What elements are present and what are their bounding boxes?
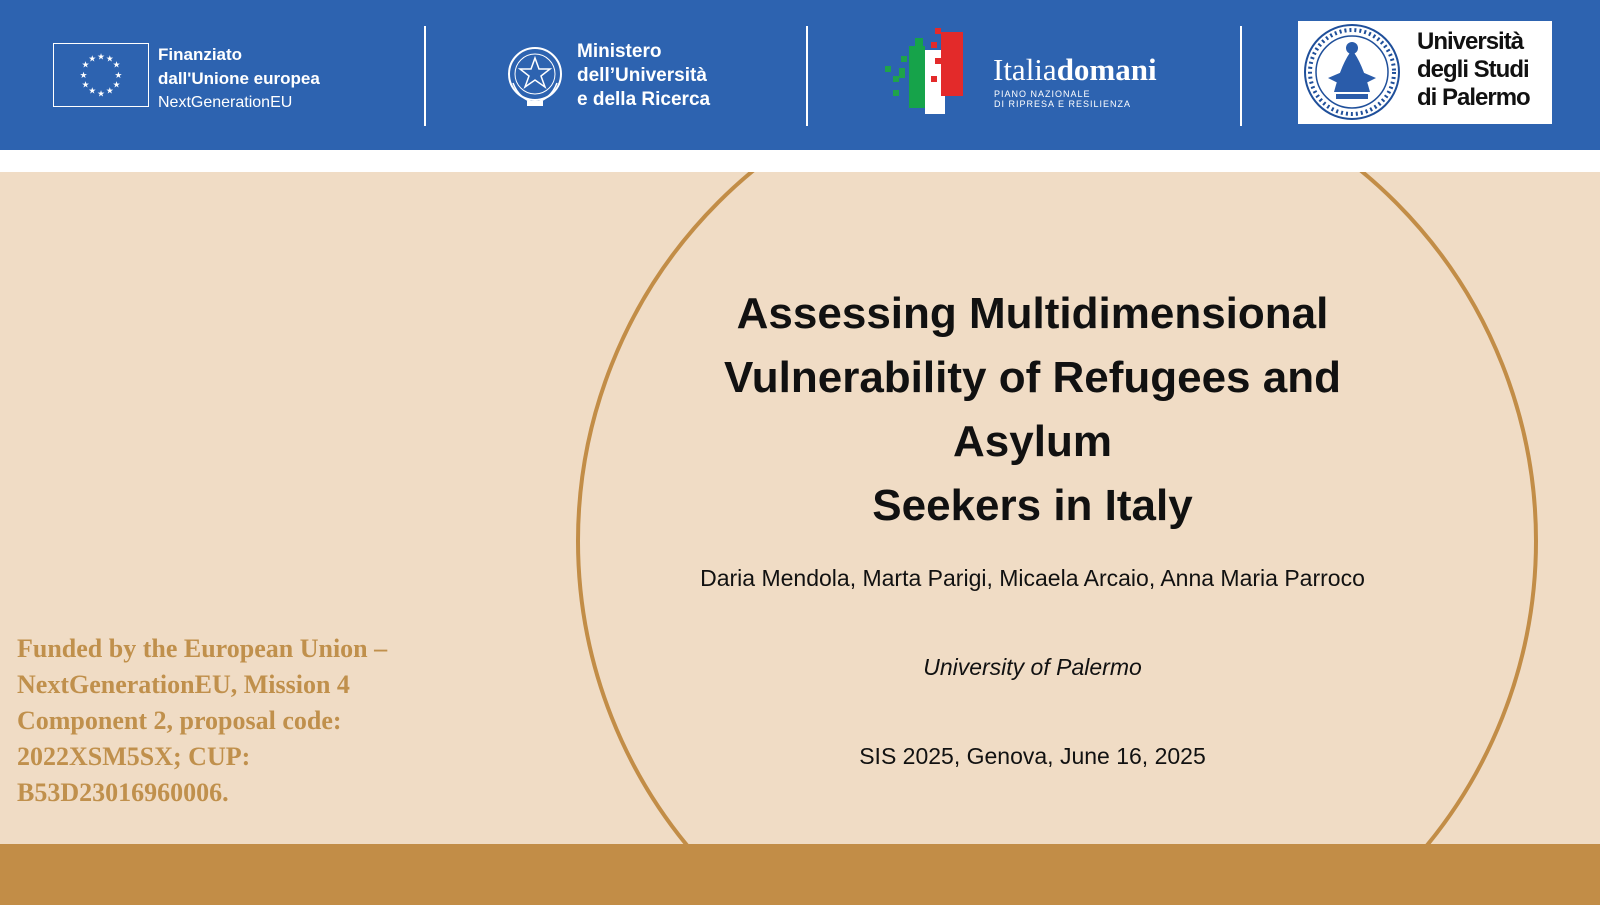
italiadomani-word-bold: domani: [1056, 52, 1157, 87]
svg-text:★: ★: [88, 86, 97, 97]
italiadomani-logo-icon: [885, 28, 985, 114]
unipa-line-3: di Palermo: [1417, 84, 1530, 111]
svg-text:★: ★: [79, 70, 88, 81]
unipa-label: [1417, 28, 1530, 112]
authors: Daria Mendola, Marta Parigi, Micaela Arcaio, Anna Maria Parroco: [700, 565, 1365, 591]
svg-text:★: ★: [112, 60, 121, 71]
funding-line: Component 2, proposal code:: [17, 706, 342, 735]
svg-text:★: ★: [112, 80, 121, 91]
italiadomani-sub-2: DI RIPRESA E RESILIENZA: [994, 99, 1132, 109]
ministry-line-1: Ministero: [577, 41, 662, 62]
eu-line-1: Finanziato: [158, 45, 243, 64]
bottom-band: [0, 844, 1600, 905]
svg-text:★: ★: [97, 52, 105, 63]
funding-line: Funded by the European Union –: [17, 634, 388, 663]
slide-title: [620, 282, 1445, 538]
title-line: Seekers in Italy: [872, 481, 1193, 530]
svg-text:★: ★: [114, 70, 123, 81]
eu-funding-label: [158, 43, 320, 115]
eu-line-3: NextGenerationEU: [158, 94, 293, 111]
italiadomani-subtitle: [994, 89, 1131, 109]
funding-line: 2022XSM5SX; CUP:: [17, 742, 251, 771]
header-divider-strip: [0, 150, 1600, 172]
header-separator: [1240, 26, 1242, 126]
republic-emblem-icon: [505, 43, 565, 109]
svg-text:★: ★: [81, 60, 90, 71]
eu-line-2: dall'Unione europea: [158, 69, 320, 88]
italiadomani-sub-1: PIANO NAZIONALE: [994, 89, 1091, 99]
funding-note: [17, 631, 487, 811]
eu-flag-icon: [53, 43, 149, 107]
italiadomani-wordmark: [993, 52, 1157, 88]
unipa-line-2: degli Studi: [1417, 56, 1529, 83]
svg-text:★: ★: [81, 80, 90, 91]
svg-text:★: ★: [88, 54, 97, 65]
ministry-label: [577, 40, 710, 112]
ministry-line-2: dell’Università: [577, 65, 707, 86]
conference-info: SIS 2025, Genova, June 16, 2025: [859, 743, 1206, 769]
unipa-logo: [1298, 21, 1552, 124]
funding-line: NextGenerationEU, Mission 4: [17, 670, 350, 699]
header-separator: [806, 26, 808, 126]
italiadomani-word-regular: Italia: [993, 52, 1057, 87]
svg-text:★: ★: [105, 86, 114, 97]
header-banner: [0, 0, 1600, 150]
title-line: Vulnerability of Refugees and: [724, 353, 1341, 402]
unipa-line-1: Università: [1417, 28, 1524, 55]
header-separator: [424, 26, 426, 126]
unipa-seal-icon: [1302, 22, 1402, 122]
title-line: Assessing Multidimensional: [736, 289, 1329, 338]
ministry-line-3: e della Ricerca: [577, 89, 711, 110]
svg-text:★: ★: [97, 89, 105, 100]
svg-text:★: ★: [105, 54, 114, 65]
title-line: Asylum: [953, 417, 1112, 466]
funding-line: B53D23016960006.: [17, 778, 229, 807]
affiliation: University of Palermo: [923, 654, 1142, 680]
